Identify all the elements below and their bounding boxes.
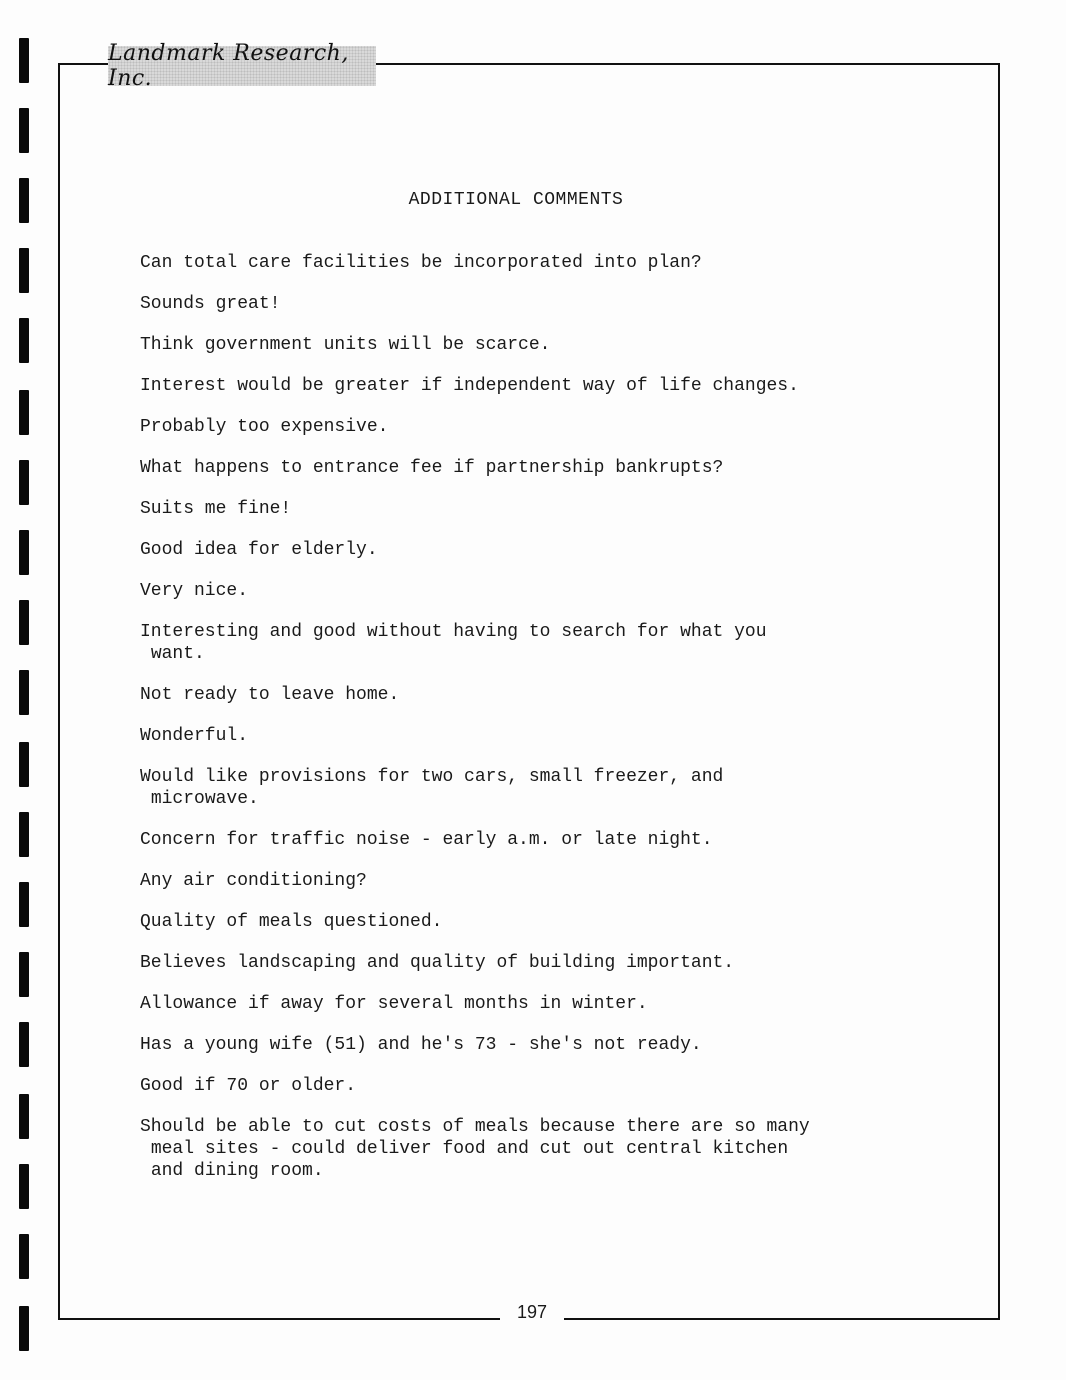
logo-text: Landmark Research, Inc. [108, 41, 349, 91]
comment-item: Believes landscaping and quality of building important. [140, 953, 735, 973]
binding-mark [19, 108, 29, 153]
comment-item: Very nice. [140, 581, 249, 601]
comment-item: Should be able to cut costs of meals because there are so many meal sites - could deliver food and cut out central kitchen and dining room. [140, 1117, 810, 1181]
comment-item: Interest would be greater if independent way of life changes. [140, 376, 799, 396]
comment-item: Suits me fine! [140, 499, 292, 519]
binding-mark [19, 460, 29, 505]
binding-mark [19, 882, 29, 927]
binding-mark [19, 1306, 29, 1351]
page-number: 197 [500, 1297, 564, 1327]
comment-item: Probably too expensive. [140, 417, 389, 437]
binding-mark [19, 318, 29, 363]
comment-item: Wonderful. [140, 726, 249, 746]
comment-item: Interesting and good without having to search for what you want. [140, 622, 767, 664]
comment-item: Concern for traffic noise - early a.m. or late night. [140, 830, 713, 850]
comment-item: Quality of meals questioned. [140, 912, 443, 932]
comment-item: What happens to entrance fee if partnership bankrupts? [140, 458, 724, 478]
comment-item: Has a young wife (51) and he's 73 - she's not ready. [140, 1035, 702, 1055]
binding-mark [19, 38, 29, 83]
binding-mark [19, 670, 29, 715]
binding-mark [19, 248, 29, 293]
comment-item: Sounds great! [140, 294, 281, 314]
page-title: ADDITIONAL COMMENTS [408, 190, 624, 210]
binding-mark [19, 530, 29, 575]
binding-mark [19, 1164, 29, 1209]
binding-mark [19, 812, 29, 857]
comment-item: Would like provisions for two cars, small freezer, and microwave. [140, 767, 724, 809]
binding-mark [19, 1022, 29, 1067]
binding-mark [19, 952, 29, 997]
binding-mark [19, 600, 29, 645]
binding-mark [19, 742, 29, 787]
comment-item: Good idea for elderly. [140, 540, 378, 560]
comment-item: Good if 70 or older. [140, 1076, 357, 1096]
binding-mark [19, 390, 29, 435]
comment-item: Allowance if away for several months in winter. [140, 994, 648, 1014]
company-logo [108, 41, 376, 91]
comments-list [140, 252, 930, 1182]
binding-mark [19, 1234, 29, 1279]
comment-item: Any air conditioning? [140, 871, 367, 891]
comment-item: Can total care facilities be incorporated into plan? [140, 253, 702, 273]
comment-item: Think government units will be scarce. [140, 335, 551, 355]
binding-mark [19, 1094, 29, 1139]
comment-item: Not ready to leave home. [140, 685, 400, 705]
